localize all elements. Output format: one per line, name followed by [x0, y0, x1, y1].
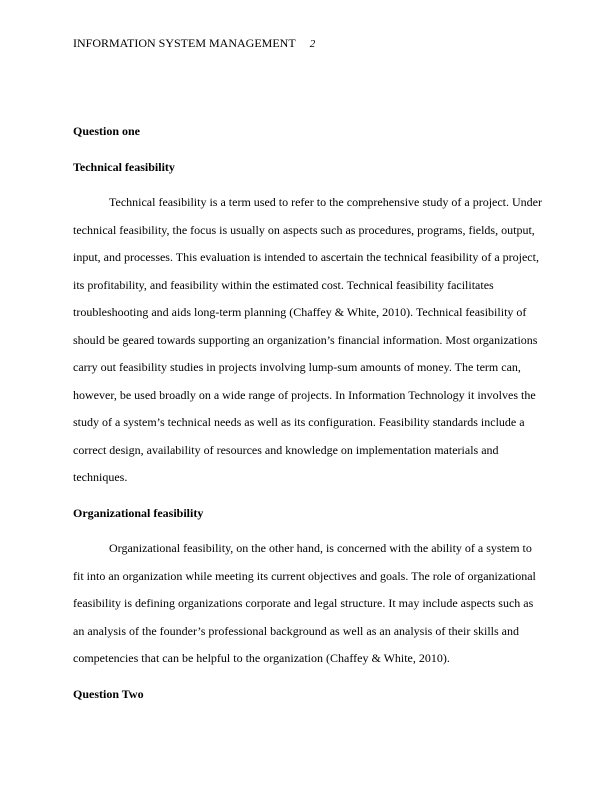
running-head-title: INFORMATION SYSTEM MANAGEMENT	[73, 36, 296, 50]
heading-question-one: Question one	[73, 124, 141, 138]
paragraph-technical-feasibility: Technical feasibility is a term used to refer to the comprehensive study of a project. Under technical feasibility, the focus is usually on aspects such as procedures, programs, fields, output, input, and processes. This evaluation is intended to ascertain the technical feasibility of a project, its profitability, and feasibility within the estimated cost. Technical feasibility facilitates troubleshooting and aids long-term planning (Chaffey & White, 2010). Technical feasibility of should be geared towards supporting an organization’s financial information. Most organizations carry out feasibility studies in projects involving lump-sum amounts of money. The term can, however, be used broadly on a wide range of projects. In Information Technology it involves the study of a system’s technical needs as well as its configuration. Feasibility standards include a correct design, availability of resources and knowledge on implementation materials and techniques.	[73, 195, 543, 484]
heading-organizational-feasibility: Organizational feasibility	[73, 505, 204, 520]
paragraph-organizational-feasibility: Organizational feasibility, on the other hand, is concerned with the ability of a system to fit into an organization while meeting its current objectives and goals. The role of organizational feasibility is defining organizations corporate and legal structure. It may include aspects such as an analysis of the founder’s professional background as well as an analysis of their skills and competencies that can be helpful to the organization (Chaffey & White, 2010).	[73, 541, 536, 665]
heading-question-two: Question Two	[73, 686, 144, 701]
body-content	[73, 118, 543, 708]
page-number: 2	[309, 38, 316, 50]
running-head	[73, 36, 315, 51]
heading-technical-feasibility: Technical feasibility	[73, 159, 175, 174]
